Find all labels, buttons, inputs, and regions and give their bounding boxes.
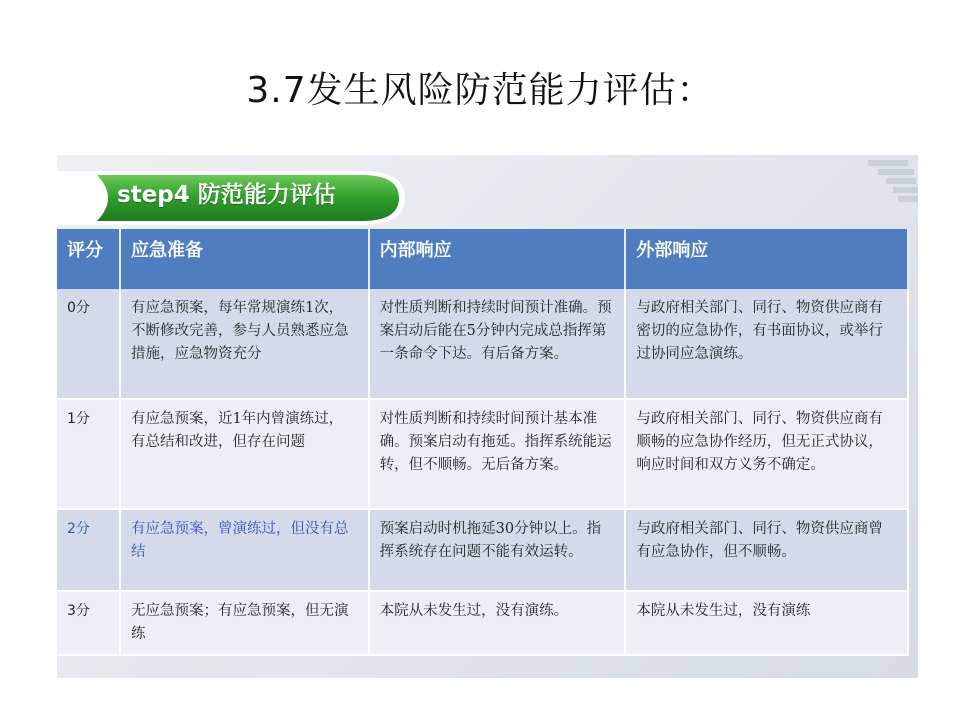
header-preparation: 应急准备 — [120, 229, 369, 289]
internal-cell: 对性质判断和持续时间预计准确。预案启动后能在5分钟内完成总指挥第一条命令下达。有后备方案。 — [369, 289, 626, 399]
assessment-table — [57, 229, 909, 656]
score-cell: 3分 — [57, 591, 120, 655]
external-cell: 与政府相关部门、同行、物资供应商有顺畅的应急协作经历，但无正式协议，响应时间和双方义务不确定。 — [625, 399, 908, 509]
external-cell: 与政府相关部门、同行、物资供应商有密切的应急协作，有书面协议，或举行过协同应急演练。 — [625, 289, 908, 399]
step-label: step4 防范能力评估 — [117, 182, 336, 208]
external-cell: 本院从未发生过，没有演练 — [625, 591, 908, 655]
header-internal: 内部响应 — [369, 229, 626, 289]
preparation-cell: 有应急预案，每年常规演练1次，不断修改完善，参与人员熟悉应急措施，应急物资充分 — [120, 289, 369, 399]
internal-cell: 对性质判断和持续时间预计基本准确。预案启动有拖延。指挥系统能运转，但不顺畅。无后备方案。 — [369, 399, 626, 509]
preparation-cell: 无应急预案；有应急预案，但无演练 — [120, 591, 369, 655]
preparation-cell: 有应急预案，曾演练过，但没有总结 — [120, 509, 369, 591]
internal-cell: 预案启动时机拖延30分钟以上。指挥系统存在问题不能有效运转。 — [369, 509, 626, 591]
content-panel — [57, 155, 918, 678]
slide-title: 3.7发生风险防范能力评估： — [246, 70, 714, 111]
internal-cell: 本院从未发生过，没有演练。 — [369, 591, 626, 655]
table-row — [57, 289, 908, 399]
table-row — [57, 399, 908, 509]
table-header-row — [57, 229, 908, 289]
score-cell: 2分 — [57, 509, 120, 591]
score-cell: 0分 — [57, 289, 120, 399]
table-row — [57, 509, 908, 591]
external-cell: 与政府相关部门、同行、物资供应商曾有应急协作，但不顺畅。 — [625, 509, 908, 591]
header-external: 外部响应 — [625, 229, 908, 289]
score-cell: 1分 — [57, 399, 120, 509]
preparation-cell: 有应急预案，近1年内曾演练过，有总结和改进，但存在问题 — [120, 399, 369, 509]
table-row — [57, 591, 908, 655]
header-score: 评分 — [57, 229, 120, 289]
